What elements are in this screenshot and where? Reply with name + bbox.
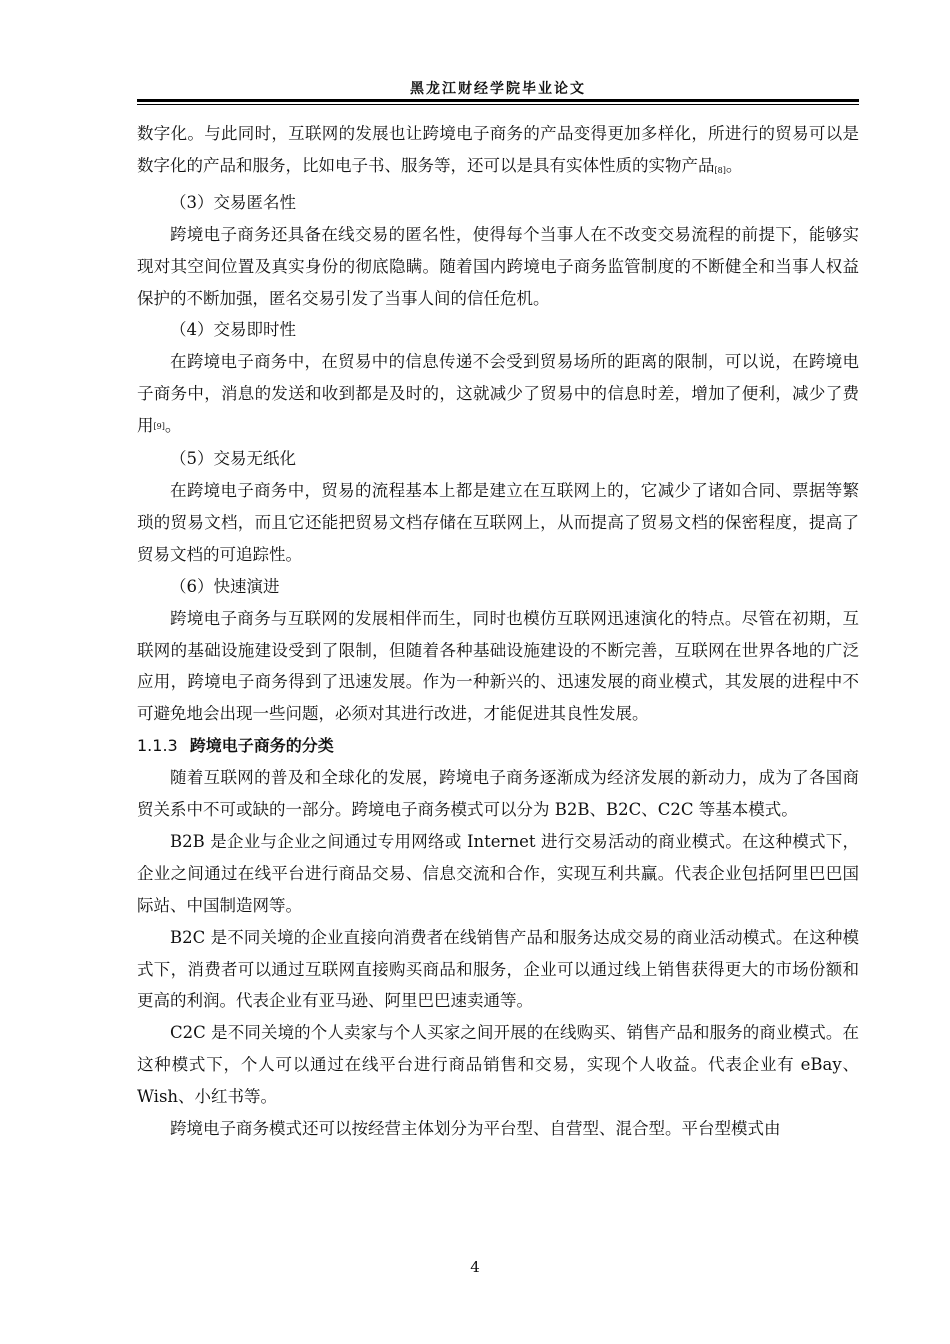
paragraph-c2c: C2C 是不同关境的个人卖家与个人买家之间开展的在线购买、销售产品和服务的商业模式。在这种模式下，个人可以通过在线平台进行商品销售和交易，实现个人收益。代表企业有 eBay、Wish、小红书等。 [137, 1023, 859, 1107]
subheading-6: （6）快速演进 [170, 576, 280, 596]
section-number: 1.1.3 [137, 736, 178, 756]
paragraph-immediacy-end: 。 [164, 416, 182, 436]
paragraph-b2c: B2C 是不同关境的企业直接向消费者在线销售产品和服务达成交易的商业活动模式。在这种模式下，消费者可以通过互联网直接购买商品和服务，企业可以通过线上销售获得更大的市场份额和更高的利润。代表企业有亚马逊、阿里巴巴速卖通等。 [137, 927, 859, 1011]
subheading-5: （5）交易无纸化 [170, 449, 296, 469]
header-rule-thin [137, 104, 859, 105]
running-header: 黑龙江财经学院毕业论文 [410, 81, 586, 97]
page-number: 4 [470, 1258, 480, 1276]
section-heading [137, 730, 859, 762]
paragraph-paperless: 在跨境电子商务中，贸易的流程基本上都是建立在互联网上的，它减少了诸如合同、票据等繁琐的贸易文档，而且它还能把贸易文档存储在互联网上，从而提高了贸易文档的保密程度，提高了贸易文档的可追踪性。 [137, 480, 859, 564]
paragraph-classification-intro: 随着互联网的普及和全球化的发展，跨境电子商务逐渐成为经济发展的新动力，成为了各国商贸关系中不可或缺的一部分。跨境电子商务模式可以分为 B2B、B2C、C2C 等基本模式。 [137, 768, 859, 820]
paragraph-1-end: 。 [725, 155, 743, 175]
paragraph-1 [137, 118, 859, 187]
section-title: 跨境电子商务的分类 [189, 736, 334, 756]
paragraph-anonymity: 跨境电子商务还具备在线交易的匿名性，使得每个当事人在不改变交易流程的前提下，能够实现对其空间位置及真实身份的彻底隐瞒。随着国内跨境电子商务监管制度的不断健全和当事人权益保护的不断加强，匿名交易引发了当事人间的信任危机。 [137, 224, 859, 308]
paragraph-rapid-evolution: 跨境电子商务与互联网的发展相伴而生，同时也模仿互联网迅速演化的特点。尽管在初期，互联网的基础设施建设受到了限制，但随着各种基础设施建设的不断完善，互联网在世界各地的广泛应用，跨境电子商务得到了迅速发展。作为一种新兴的、迅速发展的商业模式，其发展的进程中不可避免地会出现一些问题，必须对其进行改进，才能促进其良性发展。 [137, 608, 859, 724]
body-text [137, 118, 859, 1145]
paragraph-immediacy-text: 在跨境电子商务中，在贸易中的信息传递不会受到贸易场所的距离的限制，可以说，在跨境电子商务中，消息的发送和收到都是及时的，这就减少了贸易中的信息时差，增加了便利，减少了费用 [137, 352, 859, 436]
subheading-3: （3）交易匿名性 [170, 192, 296, 212]
subheading-4: （4）交易即时性 [170, 320, 296, 340]
header-rule-thick [137, 99, 859, 102]
paragraph-1-text: 数字化。与此同时，互联网的发展也让跨境电子商务的产品变得更加多样化，所进行的贸易可以是数字化的产品和服务，比如电子书、服务等，还可以是具有实体性质的实物产品 [137, 124, 859, 175]
paragraph-immediacy [137, 346, 859, 443]
citation-9: [9] [153, 422, 165, 432]
paragraph-b2b: B2B 是企业与企业之间通过专用网络或 Internet 进行交易活动的商业模式。在这种模式下，企业之间通过在线平台进行商品交易、信息交流和合作，实现互利共赢。代表企业包括阿里巴巴国际站、中国制造网等。 [137, 831, 859, 915]
paragraph-operating-entity: 跨境电子商务模式还可以按经营主体划分为平台型、自营型、混合型。平台型模式由 [170, 1119, 781, 1139]
citation-8: [8] [714, 165, 726, 175]
